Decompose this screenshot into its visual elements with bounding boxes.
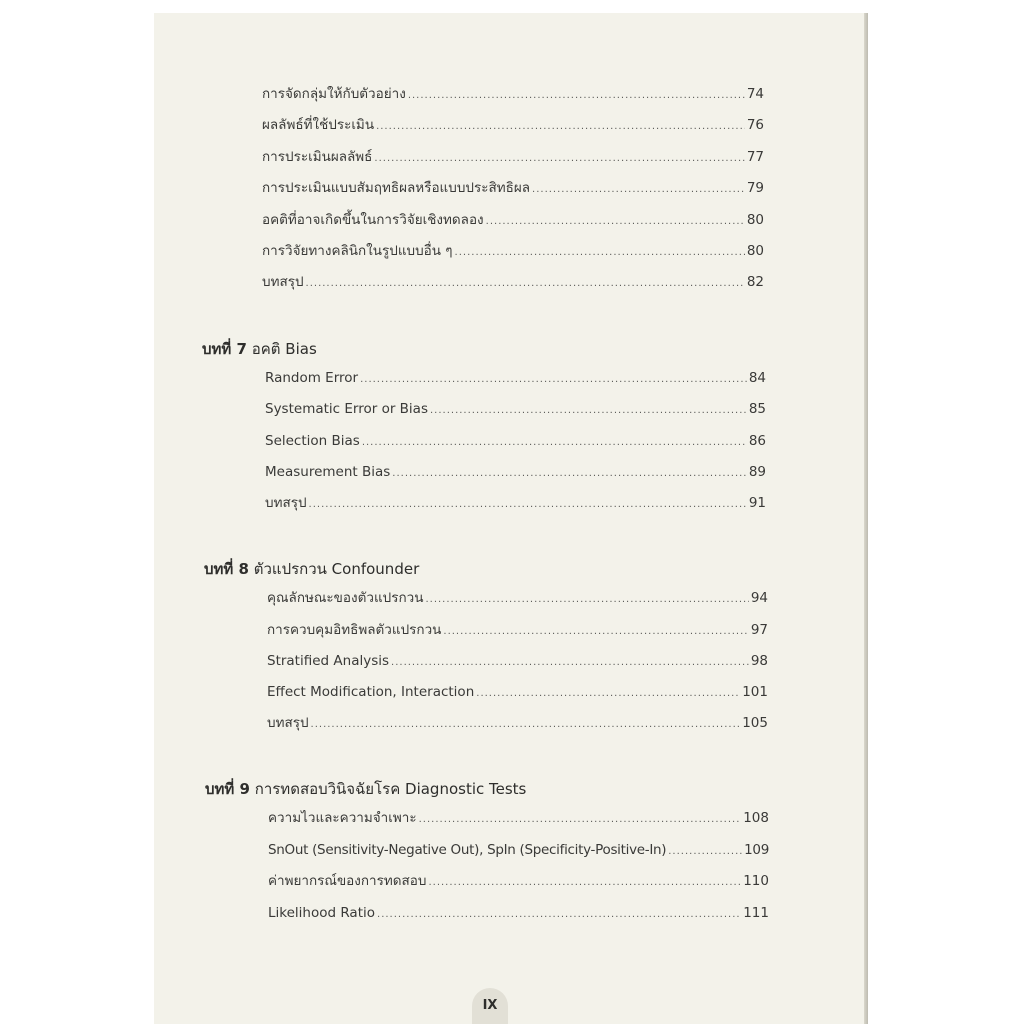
toc-entry (262, 84, 764, 104)
toc-leader-dots (362, 433, 747, 453)
toc-entry-page: 82 (746, 274, 764, 290)
toc-entry-label: การประเมินผลลัพธ์ (262, 149, 373, 165)
toc-entry-page: 109 (744, 842, 769, 858)
toc-entry-page: 74 (746, 86, 764, 102)
toc-leader-dots (425, 590, 748, 610)
toc-leader-dots (532, 180, 745, 200)
toc-entry (268, 808, 769, 828)
toc-entry-label: ความไวและความจำเพาะ (268, 810, 417, 826)
toc-leader-dots (430, 401, 747, 421)
toc-leader-dots (377, 905, 741, 925)
toc-entry (268, 903, 769, 923)
chapter-heading (204, 557, 419, 581)
toc-entry-label: Likelihood Ratio (268, 905, 376, 921)
toc-entry-label: Systematic Error or Bias (265, 401, 428, 417)
toc-entry-page: 80 (746, 243, 764, 259)
chapter-number: บทที่ 9 (205, 780, 250, 798)
toc-leader-dots (443, 622, 748, 642)
toc-entry-page: 77 (746, 149, 764, 165)
toc-entry (262, 115, 764, 135)
toc-leader-dots (408, 86, 745, 106)
toc-entry-label: Random Error (265, 370, 359, 386)
toc-leader-dots (455, 243, 745, 263)
toc-entry (265, 368, 766, 388)
toc-entry-page: 86 (748, 433, 766, 449)
toc-entry-page: 108 (743, 810, 769, 826)
toc-entry-label: การจัดกลุ่มให้กับตัวอย่าง (262, 86, 406, 102)
toc-entry (262, 210, 764, 230)
chapter-heading (202, 337, 317, 361)
toc-leader-dots (428, 873, 741, 893)
toc-entry-label: การประเมินแบบสัมฤทธิผลหรือแบบประสิทธิผล (262, 180, 531, 196)
toc-leader-dots (391, 653, 749, 673)
toc-entry-label: คุณลักษณะของตัวแปรกวน (267, 590, 424, 606)
toc-entry-page: 84 (748, 370, 766, 386)
toc-entry-page: 79 (746, 180, 764, 196)
toc-entry (267, 713, 768, 733)
toc-entry-page: 111 (743, 905, 769, 921)
toc-entry (265, 399, 766, 419)
toc-entry-page: 94 (750, 590, 768, 606)
toc-entry (265, 431, 766, 451)
toc-entry (267, 588, 768, 608)
toc-entry-page: 80 (746, 212, 764, 228)
toc-entry-label: Measurement Bias (265, 464, 391, 480)
toc-entry-label: บทสรุป (262, 274, 304, 290)
toc-leader-dots (486, 212, 745, 232)
chapter-number: บทที่ 8 (204, 560, 249, 578)
toc-entry (265, 462, 766, 482)
toc-leader-dots (392, 464, 747, 484)
toc-entry-page: 97 (750, 622, 768, 638)
chapter-heading (205, 777, 526, 801)
toc-leader-dots (419, 810, 742, 830)
toc-entry (268, 871, 769, 891)
toc-entry-page: 76 (746, 117, 764, 133)
toc-entry-label: การควบคุมอิทธิพลตัวแปรกวน (267, 622, 442, 638)
toc-entry-page: 101 (742, 684, 768, 700)
page-number: IX (482, 998, 498, 1013)
toc-entry (262, 178, 764, 198)
toc-entry (262, 147, 764, 167)
toc-entry (267, 620, 768, 640)
toc-entry-page: 105 (742, 715, 768, 731)
toc-entry-label: Effect Modification, Interaction (267, 684, 475, 700)
toc-entry (267, 651, 768, 671)
toc-entry-label: บทสรุป (265, 495, 307, 511)
chapter-number: บทที่ 7 (202, 340, 247, 358)
chapter-title: ตัวแปรกวน Confounder (253, 560, 420, 578)
toc-leader-dots (668, 842, 742, 862)
toc-entry-label: การวิจัยทางคลินิกในรูปแบบอื่น ๆ (262, 243, 453, 259)
page-edge (864, 13, 868, 1024)
toc-entry-page: 110 (743, 873, 769, 889)
toc-leader-dots (311, 715, 741, 735)
toc-leader-dots (309, 495, 747, 515)
toc-leader-dots (360, 370, 747, 390)
toc-entry-page: 91 (748, 495, 766, 511)
page-number-tab (472, 988, 508, 1024)
chapter-title: อคติ Bias (251, 340, 317, 358)
toc-entry-label: SnOut (Sensitivity-Negative Out), SpIn (Specificity-Positive-In) (268, 842, 667, 858)
toc-entry (262, 241, 764, 261)
toc-entry-label: ค่าพยากรณ์ของการทดสอบ (268, 873, 427, 889)
toc-entry-page: 98 (750, 653, 768, 669)
toc-entry (267, 682, 768, 702)
toc-entry-label: Stratified Analysis (267, 653, 390, 669)
toc-leader-dots (476, 684, 740, 704)
toc-entry-label: ผลลัพธ์ที่ใช้ประเมิน (262, 117, 375, 133)
toc-entry-page: 89 (748, 464, 766, 480)
toc-entry-label: อคติที่อาจเกิดขึ้นในการวิจัยเชิงทดลอง (262, 212, 484, 228)
toc-entry (262, 272, 764, 292)
toc-leader-dots (374, 149, 744, 169)
chapter-title: การทดสอบวินิจฉัยโรค Diagnostic Tests (254, 780, 527, 798)
toc-entry (265, 493, 766, 513)
toc-entry-page: 85 (748, 401, 766, 417)
toc-leader-dots (306, 274, 745, 294)
toc-entry (268, 840, 769, 860)
toc-leader-dots (376, 117, 745, 137)
toc-entry-label: Selection Bias (265, 433, 360, 449)
toc-entry-label: บทสรุป (267, 715, 309, 731)
